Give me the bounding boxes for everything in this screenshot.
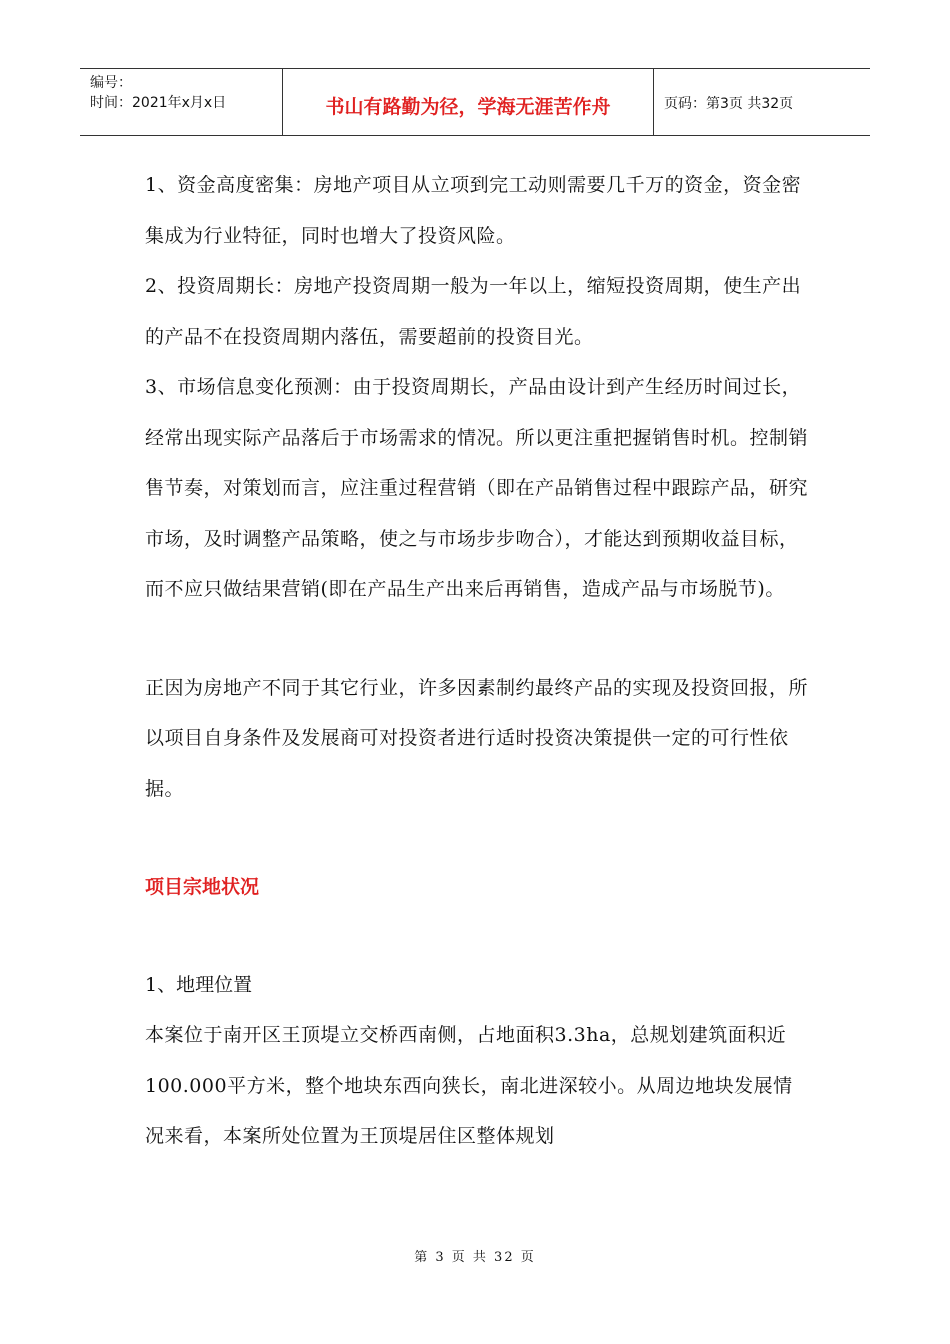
document-date: 时间：2021年x月x日 (90, 95, 227, 111)
paragraph-item-1: 1、资金高度密集：房地产项目从立项到完工动则需要几千万的资金，资金密集成为行业特征，同时也增大了投资风险。 (145, 174, 802, 247)
section-title: 项目宗地状况 (145, 876, 260, 898)
page-footer: 第 3 页 共 32 页 (414, 1250, 536, 1265)
header-page-cell (654, 69, 870, 135)
paragraph-item-3: 3、市场信息变化预测：由于投资周期长，产品由设计到产生经历时间过长，经常出现实际产品落后于市场需求的情况。所以更注重把握销售时机。控制销售节奏，对策划而言，应注重过程营销（即在产品销售过程中跟踪产品，研究市场，及时调整产品策略，使之与市场步步吻合），才能达到预期收益目标，而不应只做结果营销(即在产品生产出来后再销售，造成产品与市场脱节)。 (145, 376, 809, 600)
document-header (80, 68, 870, 136)
sub-section-title: 1、地理位置 (145, 974, 253, 996)
document-number-label: 编号： (90, 75, 132, 91)
paragraph-summary: 正因为房地产不同于其它行业，许多因素制约最终产品的实现及投资回报，所以项目自身条件及发展商可对投资者进行适时投资决策提供一定的可行性依据。 (145, 676, 809, 800)
document-body (145, 160, 810, 1162)
paragraph-location: 本案位于南开区王顶堤立交桥西南侧，占地面积3.3ha，总规划建筑面积近100.000平方米，整个地块东西向狭长，南北进深较小。从周边地块发展情况来看，本案所处位置为王顶堤居住区整体规划 (145, 1024, 793, 1147)
header-page-info: 页码：第3页 共32页 (664, 96, 794, 112)
header-motto-cell (283, 69, 654, 135)
header-meta (80, 69, 283, 135)
paragraph-item-2: 2、投资周期长：房地产投资周期一般为一年以上，缩短投资周期，使生产出的产品不在投资周期内落伍，需要超前的投资目光。 (145, 275, 802, 348)
header-motto: 书山有路勤为径，学海无涯苦作舟 (325, 95, 611, 118)
